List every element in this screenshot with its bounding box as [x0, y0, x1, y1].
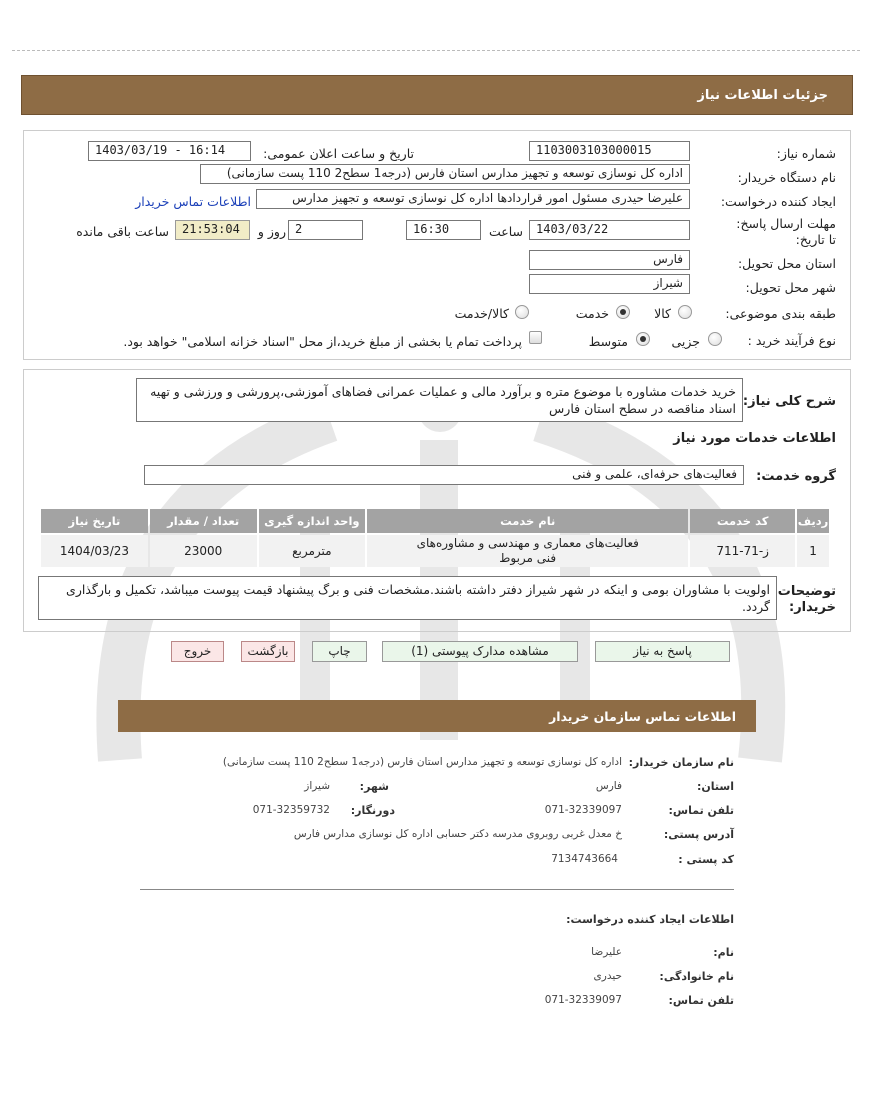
- buyer-org-label: نام دستگاه خریدار:: [737, 170, 836, 185]
- category-label: طبقه بندی موضوعی:: [725, 306, 836, 321]
- contact-divider: [140, 889, 734, 890]
- reply-button[interactable]: پاسخ به نیاز: [595, 641, 730, 662]
- city-label: شهر محل تحویل:: [745, 280, 836, 295]
- remaining-time-field: 21:53:04: [175, 220, 250, 240]
- service-unit: مترمربع: [259, 535, 366, 567]
- contact-header: [118, 700, 756, 732]
- contact-address-label: آدرس پستی:: [663, 828, 734, 841]
- back-button[interactable]: بازگشت: [241, 641, 295, 662]
- print-button[interactable]: چاپ: [312, 641, 367, 662]
- contact-province-label: استان:: [697, 780, 734, 793]
- category-service-radio[interactable]: [616, 305, 630, 319]
- contact-postal-value: 7134743664: [551, 853, 618, 865]
- requester-label: ایجاد کننده درخواست:: [720, 194, 836, 209]
- col-unit-header: واحد اندازه گیری: [259, 509, 366, 533]
- summary-text: خرید خدمات مشاوره با موضوع متره و برآورد مالی و عملیات عمرانی فضاهای آموزشی،پرورشی و ورزشی و تهیه اسناد مناقصه در سطح استان فارس: [136, 378, 743, 422]
- row-number: 1: [797, 535, 829, 567]
- view-attachments-button[interactable]: مشاهده مدارک پیوستی (1): [382, 641, 578, 662]
- page-header: [21, 75, 853, 115]
- category-goods-service-label: کالا/خدمت: [454, 306, 509, 321]
- creator-phone-label: تلفن تماس:: [668, 994, 734, 1007]
- contact-postal-label: کد پستی :: [678, 853, 734, 866]
- category-service-label: خدمت: [575, 306, 609, 321]
- creator-phone-value: 071-32339097: [544, 994, 622, 1006]
- buyer-notes-text: اولویت با مشاوران بومی و اینکه در شهر شیراز دفتر داشته باشند.مشخصات فنی و برگ پیشنهاد قیمت پیوست میباشد، تکمیل و بارگذاری گردد.: [38, 576, 777, 620]
- deadline-time-field: 16:30: [406, 220, 481, 240]
- contact-address-value: خ معدل غربی روبروی مدرسه دکتر حسابی اداره کل نوسازی مدارس فارس: [293, 828, 622, 840]
- col-row-header: ردیف: [797, 509, 829, 533]
- process-medium-radio[interactable]: [636, 332, 650, 346]
- process-minor-radio[interactable]: [708, 332, 722, 346]
- creator-name-label: نام:: [713, 946, 734, 959]
- contact-fax-value: 071-32359732: [252, 804, 330, 816]
- col-name-header: نام خدمت: [367, 509, 688, 533]
- process-minor-label: جزیی: [671, 334, 700, 349]
- creator-name-value: علیرضا: [591, 946, 622, 958]
- deadline-time-label: ساعت: [488, 224, 523, 239]
- need-number-label: شماره نیاز:: [776, 146, 836, 161]
- buyer-org-field: اداره کل نوسازی توسعه و تجهیز مدارس استان فارس (درجه1 سطح2 110 پست سازمانی): [200, 164, 690, 184]
- contact-fax-label: دورنگار:: [350, 804, 395, 817]
- buyer-notes-label: توضیحات خریدار:: [777, 584, 836, 615]
- announce-datetime-field: 1403/03/19 - 16:14: [88, 141, 251, 161]
- service-name: فعالیت‌های معماری و مهندسی و مشاوره‌های فنی مربوط: [367, 535, 688, 567]
- creator-family-label: نام خانوادگی:: [659, 970, 734, 983]
- days-remaining-field: 2: [288, 220, 363, 240]
- province-field: فارس: [529, 250, 690, 270]
- table-header-row: [41, 509, 829, 533]
- process-medium-label: متوسط: [588, 334, 628, 349]
- buyer-contact-link[interactable]: اطلاعات تماس خریدار: [135, 194, 251, 209]
- table-row: [41, 535, 829, 567]
- services-heading: اطلاعات خدمات مورد نیاز: [673, 431, 836, 446]
- org-name-label: نام سازمان خریدار:: [628, 756, 734, 769]
- col-code-header: کد خدمت: [690, 509, 795, 533]
- category-goods-radio[interactable]: [678, 305, 692, 319]
- days-label: روز و: [257, 224, 286, 239]
- service-group-field: فعالیت‌های حرفه‌ای، علمی و فنی: [144, 465, 744, 485]
- contact-title: اطلاعات تماس سازمان خریدار: [549, 709, 736, 724]
- deadline-date-field: 1403/03/22: [529, 220, 690, 240]
- col-date-header: تاریخ نیاز: [41, 509, 148, 533]
- need-number-field: 1103003103000015: [529, 141, 690, 161]
- service-group-label: گروه خدمت:: [756, 469, 836, 484]
- remaining-label: ساعت باقی مانده: [76, 224, 169, 239]
- summary-label: شرح کلی نیاز:: [742, 394, 836, 409]
- process-type-label: نوع فرآیند خرید :: [747, 333, 836, 348]
- province-label: استان محل تحویل:: [737, 256, 836, 271]
- exit-button[interactable]: خروج: [171, 641, 224, 662]
- creator-family-value: حیدری: [593, 970, 622, 982]
- treasury-payment-checkbox[interactable]: [529, 331, 542, 344]
- service-qty: 23000: [150, 535, 257, 567]
- treasury-payment-note: پرداخت تمام یا بخشی از مبلغ خرید،از محل "اسناد خزانه اسلامی" خواهد بود.: [123, 334, 522, 349]
- contact-phone-value: 071-32339097: [544, 804, 622, 816]
- category-goods-label: کالا: [654, 306, 671, 321]
- contact-phone-label: تلفن تماس:: [668, 804, 734, 817]
- creator-heading: اطلاعات ایجاد کننده درخواست:: [566, 913, 734, 926]
- requester-field: علیرضا حیدری مسئول امور قراردادها اداره کل نوسازی توسعه و تجهیز مدارس: [256, 189, 690, 209]
- col-qty-header: تعداد / مقدار: [150, 509, 257, 533]
- city-field: شیراز: [529, 274, 690, 294]
- contact-city-value: شیراز: [304, 780, 330, 792]
- contact-city-label: شهر:: [359, 780, 389, 793]
- service-code: ز-71-711: [690, 535, 795, 567]
- top-divider: [12, 50, 860, 51]
- deadline-label: مهلت ارسال پاسخ: تا تاریخ:: [736, 216, 836, 247]
- contact-province-value: فارس: [595, 780, 622, 792]
- org-name-value: اداره کل نوسازی توسعه و تجهیز مدارس استان فارس (درجه1 سطح2 110 پست سازمانی): [222, 756, 622, 768]
- service-date: 1404/03/23: [41, 535, 148, 567]
- page-title: جزئیات اطلاعات نیاز: [697, 88, 828, 103]
- announce-label: تاریخ و ساعت اعلان عمومی:: [263, 146, 414, 161]
- category-goods-service-radio[interactable]: [515, 305, 529, 319]
- services-table: [39, 507, 831, 569]
